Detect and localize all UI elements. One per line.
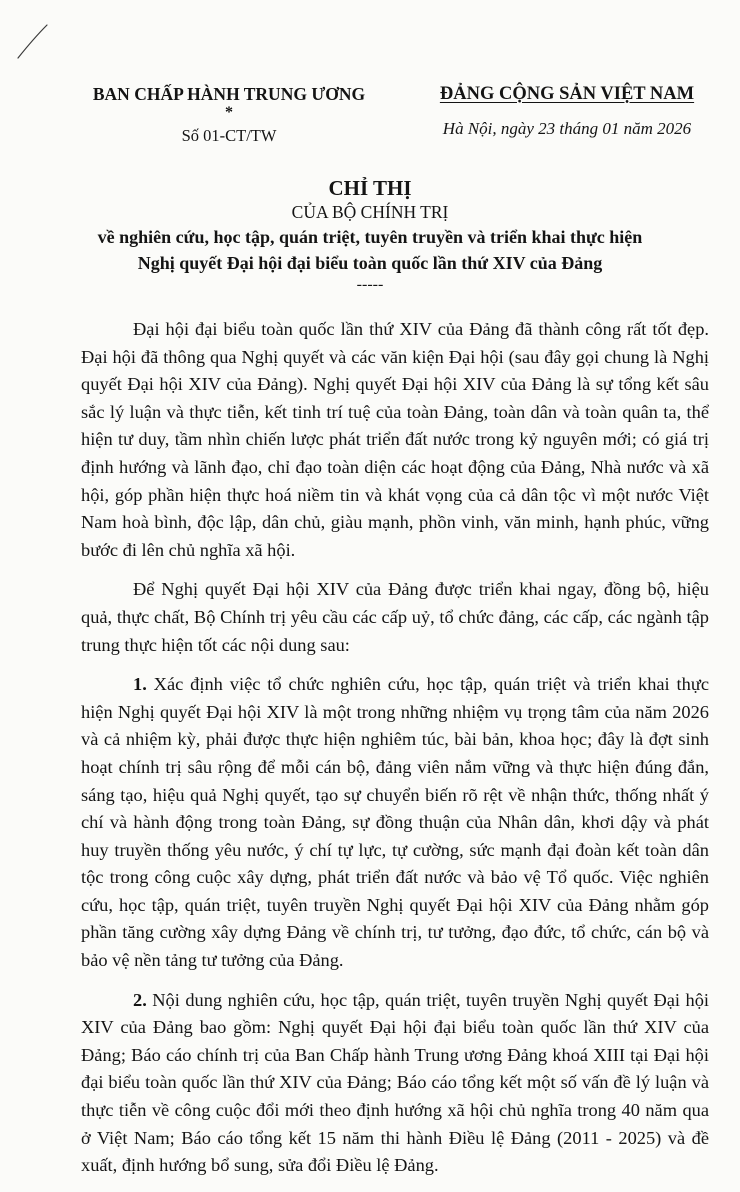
- issuing-body: BAN CHẤP HÀNH TRUNG ƯƠNG: [92, 84, 366, 104]
- issuing-authority: CỦA BỘ CHÍNH TRỊ: [291, 202, 449, 222]
- document-title-block: [60, 176, 680, 294]
- item-2: [81, 987, 709, 1180]
- document-body: [81, 316, 709, 1192]
- paragraph-requirement: Để Nghị quyết Đại hội XIV của Đảng được triển khai ngay, đồng bộ, hiệu quả, thực chất, Bộ Chính trị yêu cầu các cấp uỷ, tổ chức đảng, các cấp, các ngành tập trung thực hiện tốt các nội dung sau:: [81, 579, 709, 655]
- item-text: Xác định việc tổ chức nghiên cứu, học tập, quán triệt và triển khai thực hiện Nghị quyết Đại hội XIV là một trong những nhiệm vụ trọng tâm của năm 2026 và cả nhiệm kỳ, phải được thực hiện nghiêm túc, bài bản, khoa học; đây là đợt sinh hoạt chính trị sâu rộng để mỗi cán bộ, đảng viên nắm vững và thực hiện đúng đắn, sáng tạo, hiệu quả Nghị quyết, tạo sự chuyển biến rõ rệt về nhận thức, thống nhất ý chí và hành động trong toàn Đảng, sự đồng thuận của Nhân dân, khơi dậy và phát huy truyền thống yêu nước, ý chí tự lực, tự cường, sức mạnh đại đoàn kết toàn dân tộc trong công cuộc xây dựng, phát triển đất nước và bảo vệ Tổ quốc. Việc nghiên cứu, học tập, quán triệt, tuyên truyền Nghị quyết Đại hội XIV của Đảng nhằm góp phần tăng cường xây dựng Đảng về chính trị, tư tưởng, đạo đức, tổ chức, cán bộ và bảo vệ nền tảng tư tưởng của Đảng.: [81, 674, 709, 971]
- item-1: [81, 671, 709, 975]
- header-right: [408, 84, 726, 139]
- issue-date: Hà Nội, ngày 23 tháng 01 năm 2026: [442, 119, 692, 138]
- item-number: 1.: [133, 674, 147, 695]
- item-number: 2.: [133, 989, 147, 1010]
- subject-line-1: về nghiên cứu, học tập, quán triệt, tuyên truyền và triển khai thực hiện: [97, 227, 643, 247]
- party-name: ĐẢNG CỘNG SẢN VIỆT NAM: [439, 84, 695, 104]
- subject-line-2: Nghị quyết Đại hội đại biểu toàn quốc lần thứ XIV của Đảng: [137, 253, 603, 273]
- paragraph-intro: Đại hội đại biểu toàn quốc lần thứ XIV của Đảng đã thành công rất tốt đẹp. Đại hội đã thông qua Nghị quyết và các văn kiện Đại hội (sau đây gọi chung là Nghị quyết Đại hội XIV của Đảng). Nghị quyết Đại hội XIV của Đảng là sự tổng kết sâu sắc lý luận và thực tiễn, kết tinh trí tuệ của toàn Đảng, toàn dân và toàn quân ta, thể hiện tư duy, tầm nhìn chiến lược phát triển đất nước trong kỷ nguyên mới; có giá trị định hướng và lãnh đạo, chỉ đạo toàn diện các hoạt động của Đảng, Nhà nước và xã hội, góp phần hiện thực hoá niềm tin và khát vọng của cả dân tộc vì một nước Việt Nam hoà bình, độc lập, dân chủ, giàu mạnh, phồn vinh, văn minh, hạnh phúc, vững bước đi lên chủ nghĩa xã hội.: [81, 319, 709, 560]
- document-type: CHỈ THỊ: [328, 176, 412, 200]
- title-divider: -----: [356, 276, 384, 293]
- document-number: Số 01-CT/TW: [181, 126, 277, 145]
- header-left: [64, 84, 394, 146]
- star-separator: *: [225, 104, 233, 121]
- handwritten-mark: [14, 22, 50, 62]
- item-text: Nội dung nghiên cứu, học tập, quán triệt, tuyên truyền Nghị quyết Đại hội XIV của Đảng bao gồm: Nghị quyết Đại hội đại biểu toàn quốc lần thứ XIV của Đảng; Báo cáo chính trị của Ban Chấp hành Trung ương Đảng khoá XIII tại Đại hội đại biểu toàn quốc lần thứ XIV của Đảng; Báo cáo tổng kết một số vấn đề lý luận và thực tiễn về công cuộc đổi mới theo định hướng xã hội chủ nghĩa trong 40 năm qua ở Việt Nam; Báo cáo tổng kết 15 năm thi hành Điều lệ Đảng (2011 - 2025) và đề xuất, định hướng bổ sung, sửa đổi Điều lệ Đảng.: [81, 989, 709, 1176]
- document-header: [0, 84, 740, 154]
